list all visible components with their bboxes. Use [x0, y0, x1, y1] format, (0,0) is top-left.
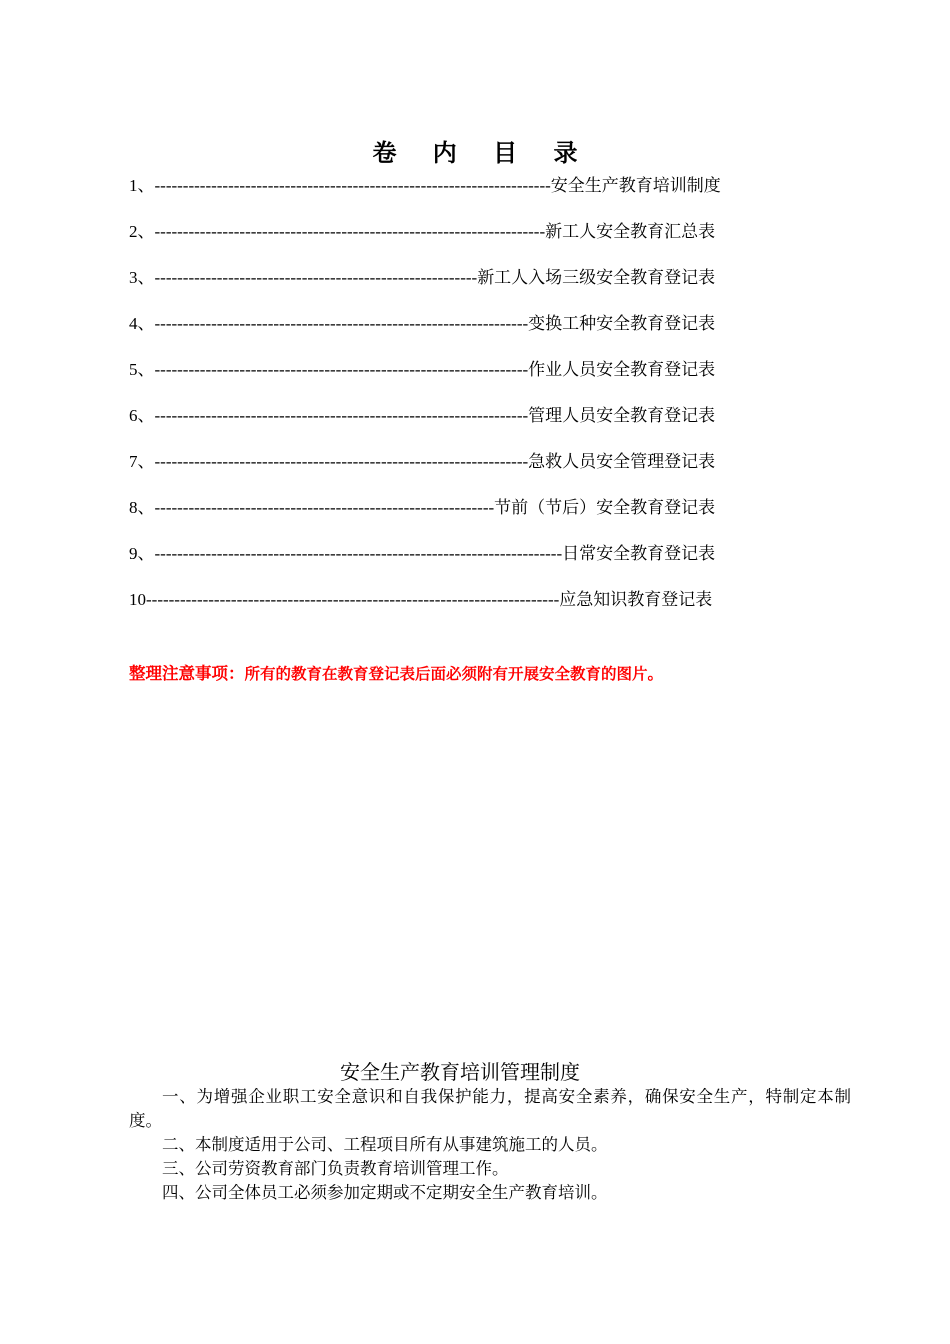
- toc-item-title: 变换工种安全教育登记表: [528, 314, 716, 334]
- toc-item: [129, 310, 715, 338]
- policy-paragraph: 三、公司劳资教育部门负责教育培训管理工作。: [162, 1159, 509, 1178]
- toc-item-leader: ------------------------------------------------------------: [154, 498, 495, 517]
- toc-item-number: 2、: [129, 222, 155, 241]
- toc-item-leader: -------------------------------------------------------------------------: [146, 590, 560, 609]
- toc-item-number: 6、: [129, 406, 155, 425]
- toc-item-title: 新工人安全教育汇总表: [545, 222, 716, 242]
- toc-item-leader: ---------------------------------------------------------: [154, 268, 478, 287]
- toc-item-leader: ------------------------------------------------------------------: [154, 452, 529, 471]
- toc-item: [129, 356, 715, 384]
- toc-item: [129, 264, 715, 292]
- toc-item-title: 新工人入场三级安全教育登记表: [477, 268, 716, 288]
- toc-item: [129, 448, 715, 476]
- toc-item-leader: ---------------------------------------------------------------------: [154, 222, 546, 241]
- policy-paragraph: 一、为增强企业职工安全意识和自我保护能力，提高安全素养，确保安全生产，特制定本制度。: [129, 1087, 851, 1130]
- toc-item: [129, 586, 712, 614]
- note-label: 整理注意事项：: [129, 664, 245, 683]
- toc-item-leader: ------------------------------------------------------------------: [154, 314, 529, 333]
- toc-item-title: 安全生产教育培训制度: [550, 176, 721, 196]
- note-text: 所有的教育在教育登记表后面必须附有开展安全教育的图片。: [244, 665, 664, 683]
- toc-item: [129, 494, 715, 522]
- toc-item-leader: ------------------------------------------------------------------------: [154, 544, 563, 563]
- toc-item: [129, 218, 715, 246]
- toc-item-title: 急救人员安全管理登记表: [528, 452, 716, 472]
- toc-item-number: 5、: [129, 360, 155, 379]
- toc-item-number: 4、: [129, 314, 155, 333]
- toc-item-number: 8、: [129, 498, 155, 517]
- toc-item-leader: ------------------------------------------------------------------: [154, 406, 529, 425]
- toc-item-title: 应急知识教育登记表: [559, 590, 713, 610]
- toc-item-title: 节前（节后）安全教育登记表: [494, 498, 716, 518]
- toc-item-leader: ----------------------------------------------------------------------: [154, 176, 551, 195]
- organizing-note: [129, 662, 849, 686]
- toc-item-number: 7、: [129, 452, 155, 471]
- toc-item-title: 管理人员安全教育登记表: [528, 406, 716, 426]
- toc-item-number: 3、: [129, 268, 155, 287]
- toc-item-title: 作业人员安全教育登记表: [528, 360, 716, 380]
- toc-item-leader: ------------------------------------------------------------------: [154, 360, 529, 379]
- toc-item-number: 10: [129, 590, 146, 609]
- toc-item-number: 9、: [129, 544, 155, 563]
- policy-title: 安全生产教育培训管理制度: [340, 1060, 580, 1084]
- toc-title: 卷 内 目 录: [372, 139, 592, 167]
- toc-item-title: 日常安全教育登记表: [562, 544, 716, 564]
- policy-paragraph: 二、本制度适用于公司、工程项目所有从事建筑施工的人员。: [162, 1135, 608, 1154]
- toc-item: [129, 172, 721, 200]
- toc-item-number: 1、: [129, 176, 155, 195]
- policy-body: [129, 1085, 851, 1205]
- toc-item: [129, 540, 715, 568]
- policy-paragraph: 四、公司全体员工必须参加定期或不定期安全生产教育培训。: [162, 1183, 608, 1202]
- toc-item: [129, 402, 715, 430]
